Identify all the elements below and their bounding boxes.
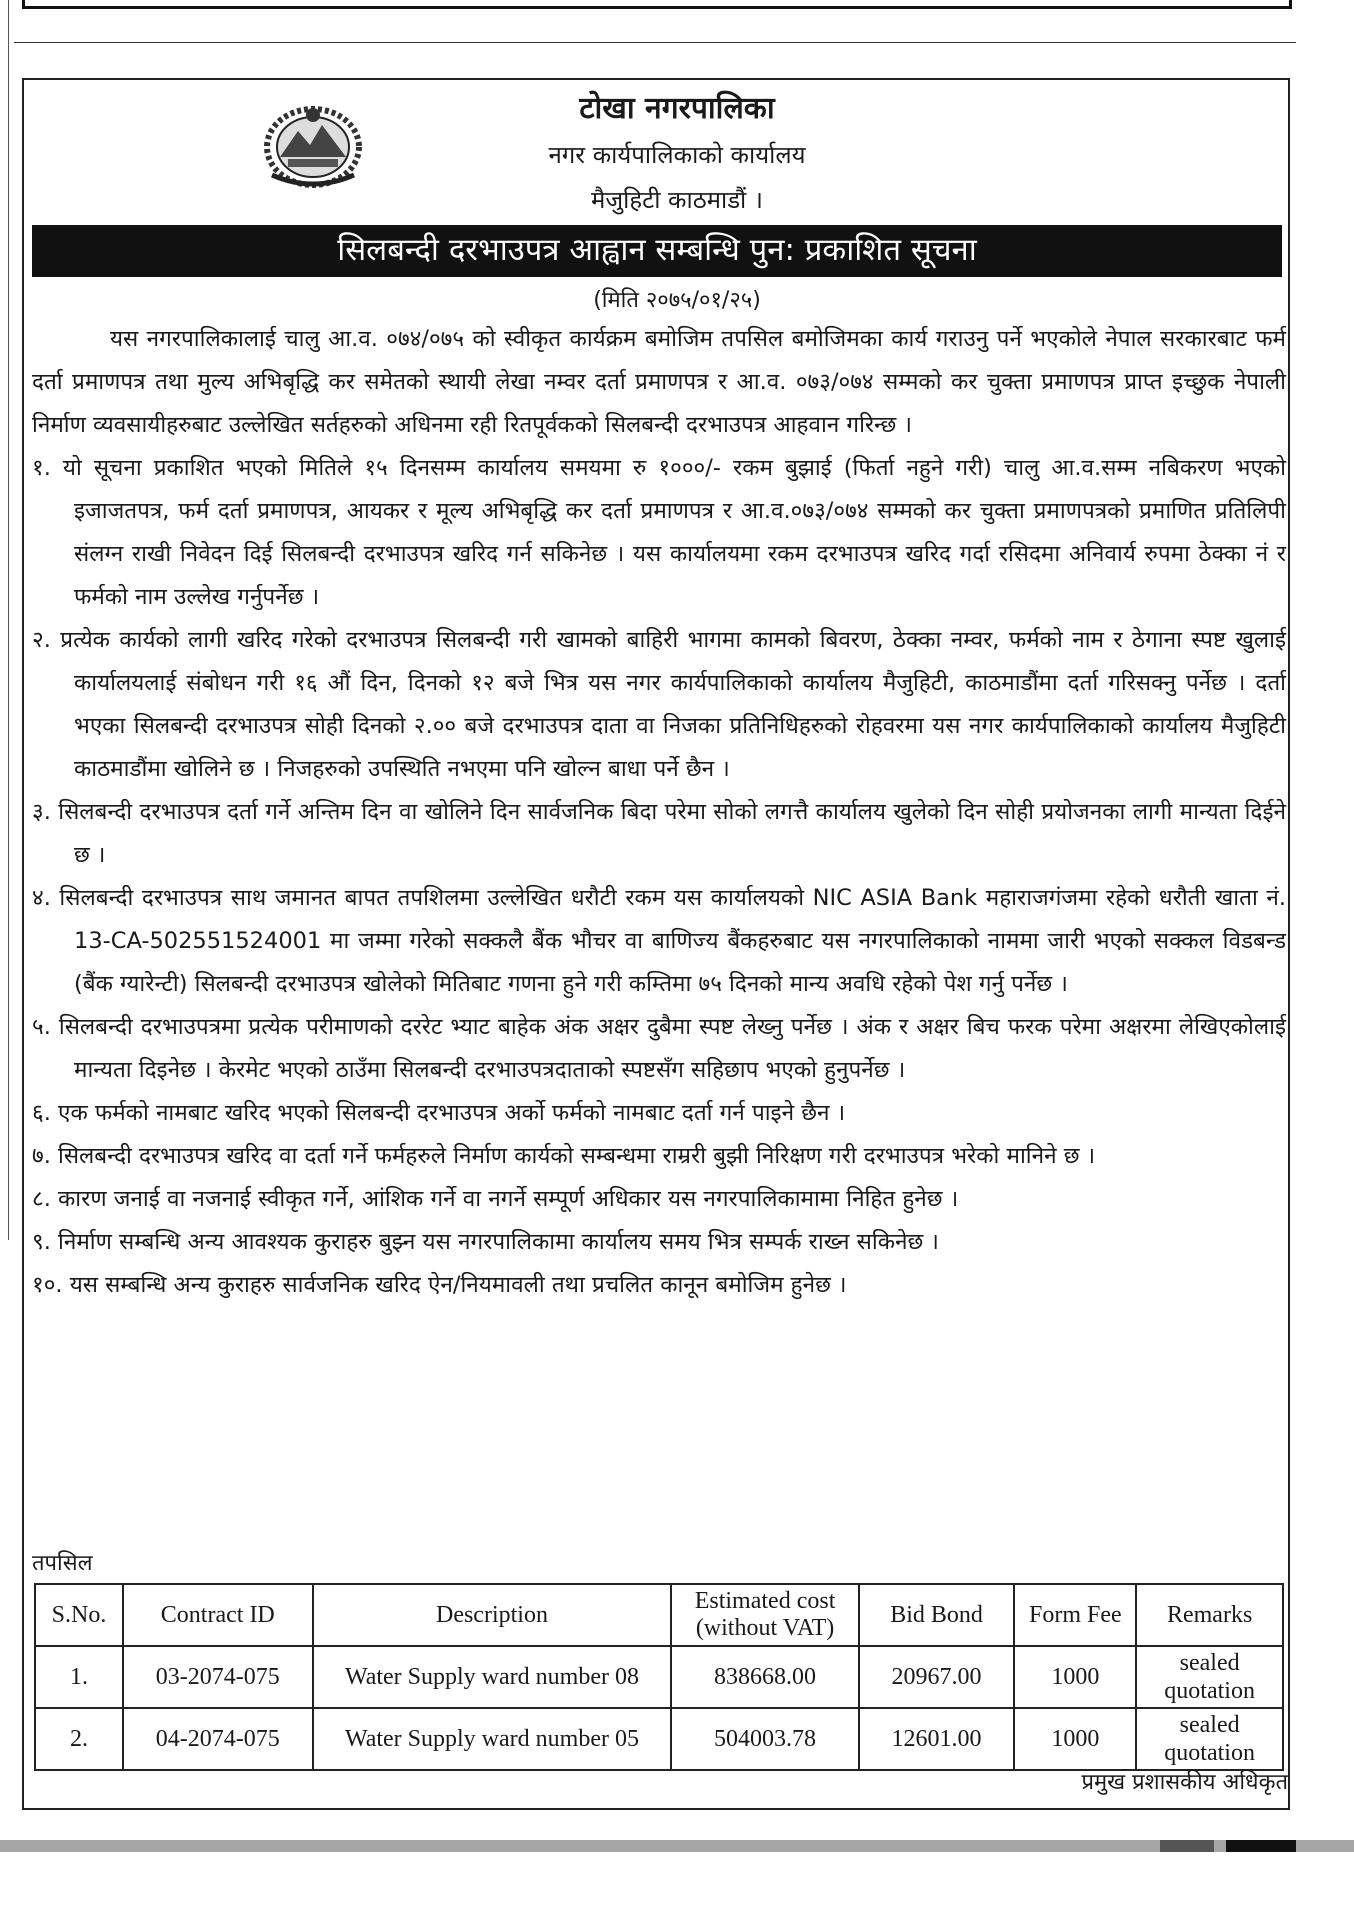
office-name: नगर कार्यपालिकाको कार्यालय	[548, 141, 806, 169]
notice-title-banner: सिलबन्दी दरभाउपत्र आह्वान सम्बन्धि पुन: प्रकाशित सूचना	[32, 225, 1282, 277]
cell-estimated-cost: 838668.00	[671, 1646, 858, 1708]
signature-title: प्रमुख प्रशासकीय अधिकृत	[1081, 1770, 1288, 1795]
list-item: ५. सिलबन्दी दरभाउपत्रमा प्रत्येक परीमाणको दररेट भ्याट बाहेक अंक अक्षर दुबैमा स्पष्ट लेख्नु पर्नेछ । अंक र अक्षर बिच फरक परेमा अक्षरमा लेखिएकोलाई मान्यता दिइनेछ । केरमेट भएको ठाउँमा सिलबन्दी दरभाउपत्रदाताको स्पष्टसँग सहिछाप भएको हुनुपर्नेछ ।	[32, 1014, 1286, 1083]
cell-contract-id: 04-2074-075	[123, 1708, 313, 1770]
cell-sno: 2.	[35, 1708, 123, 1770]
cell-description: Water Supply ward number 08	[313, 1646, 672, 1708]
list-item: ६. एक फर्मको नामबाट खरिद भएको सिलबन्दी दरभाउपत्र अर्को फर्मको नामबाट दर्ता गर्न पाइने छैन ।	[32, 1100, 846, 1126]
cell-bid-bond: 12601.00	[859, 1708, 1015, 1770]
list-item: ३. सिलबन्दी दरभाउपत्र दर्ता गर्ने अन्तिम दिन वा खोलिने दिन सार्वजनिक बिदा परेमा सोको लगत्तै कार्यालय खुलेको दिन सोही प्रयोजनका लागी मान्यता दिईने छ ।	[32, 799, 1286, 868]
notice-body	[32, 318, 1286, 1307]
header-form-fee: Form Fee	[1014, 1584, 1136, 1646]
header-contract-id: Contract ID	[123, 1584, 313, 1646]
list-item: ९. निर्माण सम्बन्धि अन्य आवश्यक कुराहरु बुझ्न यस नगरपालिकामा कार्यालय समय भित्र सम्पर्क राख्न सकिनेछ ।	[32, 1229, 939, 1255]
notice-date: (मिति २०७५/०१/२५)	[593, 288, 761, 313]
contract-table	[34, 1583, 1284, 1771]
list-item: १. यो सूचना प्रकाशित भएको मितिले १५ दिनसम्म कार्यालय समयमा रु १०००/- रकम बुझाई (फिर्ता नहुने गरी) चालु आ.व.सम्म नबिकरण भएको इजाजतपत्र, फर्म दर्ता प्रमाणपत्र, आयकर र मूल्य अभिबृद्धि कर दर्ता प्रमाणपत्र र आ.व.०७३/०७४ सम्मको कर चुक्ता प्रमाणपत्रको प्रमाणित प्रतिलिपी संलग्न राखी निवेदन दिई सिलबन्दी दरभाउपत्र खरिद गर्न सकिनेछ । यस कार्यालयमा रकम दरभाउपत्र खरिद गर्दा रसिदमा अनिवार्य रुपमा ठेक्का नं र फर्मको नाम उल्लेख गर्नुपर्नेछ ।	[32, 455, 1286, 610]
list-item: ४. सिलबन्दी दरभाउपत्र साथ जमानत बापत तपशिलमा उल्लेखित धरौटी रकम यस कार्यालयको NIC ASIA Bank महाराजगंजमा रहेको धरौती खाता नं. 13-CA-502551524001 मा जम्मा गरेको सक्कलै बैंक भौचर वा बाणिज्य बैंकहरुबाट यस नगरपालिकाको नाममा जारी भएको सक्कल विडबन्ड (बैंक ग्यारेन्टी) सिलबन्दी दरभाउपत्र खोलेको मितिबाट गणना हुने गरी कम्तिमा ७५ दिनको मान्य अवधि रहेको पेश गर्नु पर्नेछ ।	[32, 885, 1286, 997]
bottom-bar-segment	[1226, 1840, 1296, 1852]
header-sno: S.No.	[35, 1584, 123, 1646]
bottom-bar	[0, 1840, 1354, 1852]
top-frame-decoration	[22, 0, 1292, 9]
office-location: मैजुहिटी काठमाडौं ।	[590, 186, 763, 214]
cell-form-fee: 1000	[1014, 1646, 1136, 1708]
header-description: Description	[313, 1584, 672, 1646]
cell-remarks: sealed quotation	[1136, 1646, 1283, 1708]
cell-remarks: sealed quotation	[1136, 1708, 1283, 1770]
cell-description: Water Supply ward number 05	[313, 1708, 672, 1770]
list-item: १०. यस सम्बन्धि अन्य कुराहरु सार्वजनिक खरिद ऐन/नियमावली तथा प्रचलित कानून बमोजिम हुनेछ ।	[32, 1272, 847, 1298]
cell-contract-id: 03-2074-075	[123, 1646, 313, 1708]
cell-bid-bond: 20967.00	[859, 1646, 1015, 1708]
municipality-name: टोखा नगरपालिका	[579, 91, 775, 126]
intro-paragraph: यस नगरपालिकालाई चालु आ.व. ०७४/०७५ को स्वीकृत कार्यक्रम बमोजिम तपसिल बमोजिमका कार्य गराउनु पर्ने भएकोले नेपाल सरकारबाट फर्म दर्ता प्रमाणपत्र तथा मुल्य अभिबृद्धि कर समेतको स्थायी लेखा नम्वर दर्ता प्रमाणपत्र र आ.व. ०७३/०७४ सम्मको कर चुक्ता प्रमाणपत्र प्राप्त इच्छुक नेपाली निर्माण व्यवसायीहरुबाट उल्लेखित सर्तहरुको अधिनमा रही रितपूर्वकको सिलबन्दी दरभाउपत्र आहवान गरिन्छ ।	[32, 326, 1286, 438]
table-row	[35, 1708, 1283, 1770]
cell-form-fee: 1000	[1014, 1708, 1136, 1770]
header-remarks: Remarks	[1136, 1584, 1283, 1646]
bottom-bar-segment	[1160, 1840, 1214, 1852]
cell-sno: 1.	[35, 1646, 123, 1708]
table-header-row	[35, 1584, 1283, 1646]
list-item: ७. सिलबन्दी दरभाउपत्र खरिद वा दर्ता गर्ने फर्महरुले निर्माण कार्यको सम्बन्धमा राम्ररी बुझी निरिक्षण गरी दरभाउपत्र भरेको मानिने छ ।	[32, 1143, 1096, 1169]
divider	[14, 42, 1296, 43]
table-row	[35, 1646, 1283, 1708]
tapasil-label: तपसिल	[32, 1551, 93, 1576]
header-bid-bond: Bid Bond	[859, 1584, 1015, 1646]
cell-estimated-cost: 504003.78	[671, 1708, 858, 1770]
header-estimated-cost: Estimated cost (without VAT)	[671, 1584, 858, 1646]
list-item: ८. कारण जनाई वा नजनाई स्वीकृत गर्ने, आंशिक गर्ने वा नगर्ने सम्पूर्ण अधिकार यस नगरपालिकामामा निहित हुनेछ ।	[32, 1186, 959, 1212]
list-item: २. प्रत्येक कार्यको लागी खरिद गरेको दरभाउपत्र सिलबन्दी गरी खामको बाहिरी भागमा कामको बिवरण, ठेक्का नम्वर, फर्मको नाम र ठेगाना स्पष्ट खुलाई कार्यालयलाई संबोधन गरी १६ औं दिन, दिनको १२ बजे भित्र यस नगर कार्यपालिकाको कार्यालय मैजुहिटी, काठमाडौंमा दर्ता गरिसक्नु पर्नेछ । दर्ता भएका सिलबन्दी दरभाउपत्र सोही दिनको २.०० बजे दरभाउपत्र दाता वा निजका प्रतिनिधिहरुको रोहवरमा यस नगर कार्यपालिकाको कार्यालय मैजुहिटी काठमाडौंमा खोलिने छ । निजहरुको उपस्थिति नभएमा पनि खोल्न बाधा पर्ने छैन ।	[32, 627, 1286, 782]
